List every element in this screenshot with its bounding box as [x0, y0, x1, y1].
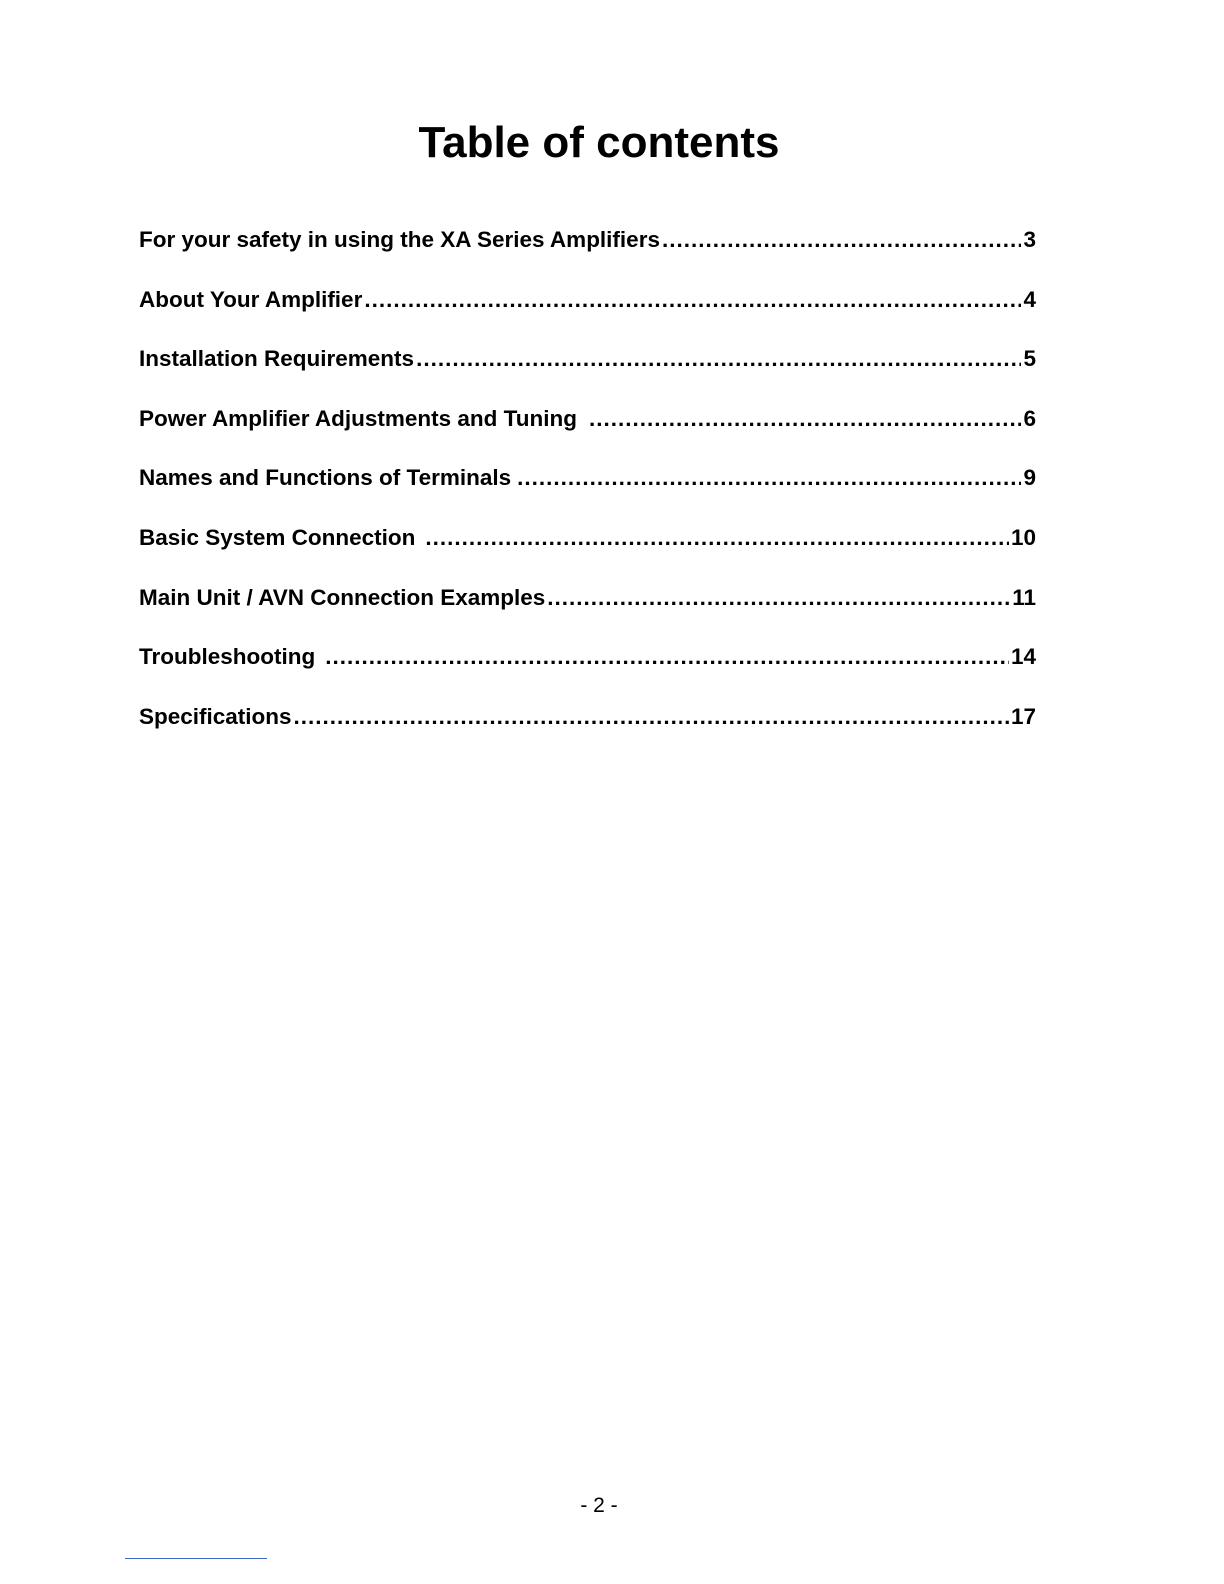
toc-entry-basic-connection[interactable]	[139, 520, 1036, 580]
toc-entry-specifications[interactable]	[139, 699, 1036, 759]
toc-leader-dots	[325, 639, 1009, 675]
toc-entry-adjustments[interactable]	[139, 401, 1036, 461]
toc-leader-dots	[662, 222, 1022, 258]
toc-leader-dots	[517, 460, 1021, 496]
toc-entry-page: 6	[1023, 405, 1036, 431]
toc-leader-dots	[547, 580, 1010, 616]
toc-entry-troubleshooting[interactable]	[139, 639, 1036, 699]
toc-leader-dots	[364, 282, 1021, 318]
toc-entry-page: 4	[1023, 286, 1036, 312]
toc-entry-label: Installation Requirements	[139, 346, 415, 372]
toc-entry-label: Troubleshooting	[139, 644, 316, 670]
toc-entry-label: Basic System Connection	[139, 524, 416, 550]
toc-entry-installation[interactable]	[139, 341, 1036, 401]
toc-leader-dots	[294, 699, 1009, 735]
toc-entry-label: Names and Functions of Terminals	[139, 465, 512, 491]
toc-entry-page: 3	[1023, 227, 1036, 252]
toc-leader-dots	[416, 341, 1021, 377]
toc-entry-page: 5	[1023, 346, 1036, 372]
toc-entry-safety[interactable]	[139, 222, 1036, 282]
toc-entry-label: Power Amplifier Adjustments and Tuning	[139, 405, 577, 431]
table-of-contents	[139, 222, 1036, 758]
toc-entry-label: About Your Amplifier	[139, 286, 363, 312]
toc-entry-terminals[interactable]	[139, 460, 1036, 520]
toc-entry-avn-examples[interactable]	[139, 580, 1036, 640]
toc-leader-dots	[589, 401, 1022, 437]
page-number: - 2 -	[580, 1494, 618, 1517]
toc-entry-label: Main Unit / AVN Connection Examples	[139, 584, 546, 610]
toc-entry-about[interactable]	[139, 282, 1036, 342]
toc-entry-page: 14	[1010, 644, 1036, 670]
toc-entry-page: 11	[1012, 584, 1036, 610]
footer-rule	[125, 1558, 267, 1559]
toc-entry-page: 9	[1023, 465, 1036, 491]
page-title: Table of contents	[418, 118, 780, 167]
toc-entry-page: 17	[1010, 703, 1036, 729]
toc-entry-label: For your safety in using the XA Series Amplifiers	[139, 227, 660, 252]
toc-entry-page: 10	[1010, 524, 1036, 550]
toc-entry-label: Specifications	[139, 703, 292, 729]
toc-leader-dots	[425, 520, 1009, 556]
